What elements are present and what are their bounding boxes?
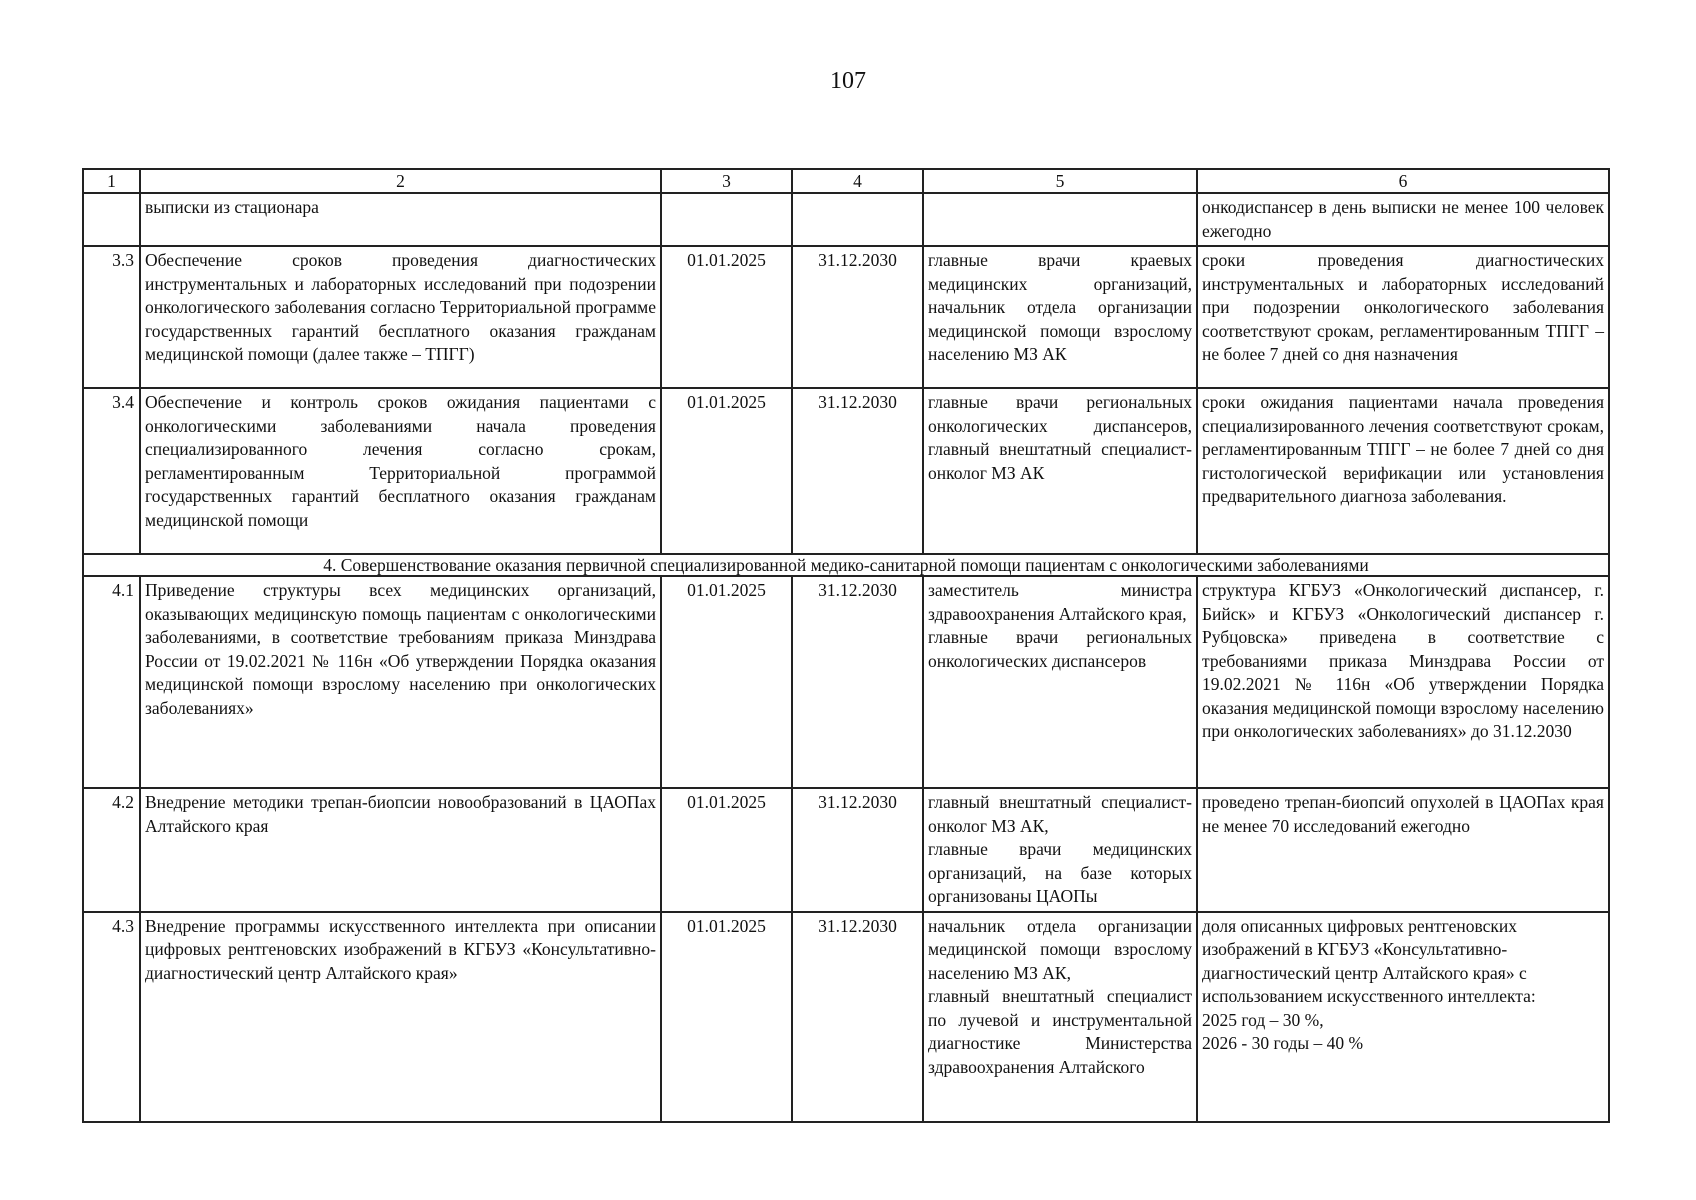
plan-table — [82, 168, 1610, 1123]
action-cell: Обеспечение и контроль сроков ожидания пациентами с онкологическими заболеваниями начала проведения специализированного лечения согласно срокам, регламентированным Территориальной программой государственных гарантий бесплатного оказания гражданам медицинской помощи — [140, 388, 661, 554]
responsible-cell — [923, 912, 1197, 1122]
result-cell: сроки проведения диагностических инструментальных и лабораторных исследований при подозрении онкологического заболевания соответствуют срокам, регламентированным ТПГГ – не более 7 дней со дня назначения — [1197, 246, 1609, 388]
column-header: 2 — [140, 169, 661, 193]
section-heading: 4. Совершенствование оказания первичной специализированной медико-санитарной помощи пациентам с онкологическими заболеваниями — [83, 554, 1609, 576]
responsible-line: главный внештатный специалист-онколог МЗ АК, — [928, 792, 1192, 836]
result-line: 2025 год – 30 %, — [1202, 1009, 1324, 1030]
result-cell — [1197, 912, 1609, 1122]
table-header-row — [83, 169, 1609, 193]
action-cell: Внедрение программы искусственного интеллекта при описании цифровых рентгеновских изображений в КГБУЗ «Консультативно-диагностический центр Алтайского края» — [140, 912, 661, 1122]
result-line: доля описанных цифровых рентгеновских изображений в КГБУЗ «Консультативно-диагностический центр Алтайского края» с использованием искусственного интеллекта: — [1202, 915, 1536, 1006]
start-date-cell: 01.01.2025 — [661, 246, 792, 388]
start-date-cell — [661, 193, 792, 246]
table-row — [83, 388, 1609, 554]
start-date-cell: 01.01.2025 — [661, 788, 792, 912]
responsible-cell — [923, 576, 1197, 788]
responsible-line: заместитель министра здравоохранения Алтайского края, — [928, 580, 1192, 624]
table-row — [83, 788, 1609, 912]
responsible-line: главные врачи региональных онкологических диспансеров — [928, 627, 1192, 671]
end-date-cell: 31.12.2030 — [792, 576, 923, 788]
responsible-line: начальник отдела организации медицинской помощи взрослому населению МЗ АК, — [928, 915, 1192, 983]
end-date-cell: 31.12.2030 — [792, 788, 923, 912]
result-cell: сроки ожидания пациентами начала проведения специализированного лечения соответствуют срокам, регламентированным ТПГГ – не более 7 дней со дня гистологической верификации или установления предварительного диагноза заболевания. — [1197, 388, 1609, 554]
end-date-cell — [792, 193, 923, 246]
table-row — [83, 912, 1609, 1122]
result-cell: структура КГБУЗ «Онкологический диспансер, г. Бийск» и КГБУЗ «Онкологический диспансер г. Рубцовска» приведена в соответствие с требованиями приказа Минздрава России от 19.02.2021 № 116н «Об утверждении Порядка оказания медицинской помощи взрослому населению при онкологических заболеваниях» до 31.12.2030 — [1197, 576, 1609, 788]
row-number: 3.3 — [83, 246, 140, 388]
result-cell: проведено трепан-биопсий опухолей в ЦАОПах края не менее 70 исследований ежегодно — [1197, 788, 1609, 912]
column-header: 1 — [83, 169, 140, 193]
row-number: 4.1 — [83, 576, 140, 788]
column-header: 3 — [661, 169, 792, 193]
page-number: 107 — [830, 68, 866, 94]
row-number: 4.3 — [83, 912, 140, 1122]
responsible-line: главные врачи медицинских организаций, на базе которых организованы ЦАОПы — [928, 839, 1192, 906]
action-cell: Обеспечение сроков проведения диагностических инструментальных и лабораторных исследований при подозрении онкологического заболевания согласно Территориальной программе государственных гарантий бесплатного оказания гражданам медицинской помощи (далее также – ТПГГ) — [140, 246, 661, 388]
row-number — [83, 193, 140, 246]
responsible-cell — [923, 193, 1197, 246]
column-header: 4 — [792, 169, 923, 193]
table-row — [83, 193, 1609, 246]
end-date-cell: 31.12.2030 — [792, 912, 923, 1122]
table-row — [83, 576, 1609, 788]
end-date-cell: 31.12.2030 — [792, 388, 923, 554]
responsible-cell: главные врачи региональных онкологических диспансеров, главный внештатный специалист-онколог МЗ АК — [923, 388, 1197, 554]
responsible-cell: главные врачи краевых медицинских организаций, начальник отдела организации медицинской помощи взрослому населению МЗ АК — [923, 246, 1197, 388]
table-row — [83, 246, 1609, 388]
result-cell: онкодиспансер в день выписки не менее 100 человек ежегодно — [1197, 193, 1609, 246]
column-header: 5 — [923, 169, 1197, 193]
start-date-cell: 01.01.2025 — [661, 388, 792, 554]
action-cell: выписки из стационара — [140, 193, 661, 246]
start-date-cell: 01.01.2025 — [661, 912, 792, 1122]
start-date-cell: 01.01.2025 — [661, 576, 792, 788]
end-date-cell: 31.12.2030 — [792, 246, 923, 388]
section-heading-row — [83, 554, 1609, 576]
action-cell: Внедрение методики трепан-биопсии новообразований в ЦАОПах Алтайского края — [140, 788, 661, 912]
result-line: 2026 - 30 годы – 40 % — [1202, 1033, 1364, 1053]
row-number: 3.4 — [83, 388, 140, 554]
responsible-line: главный внештатный специалист по лучевой и инструментальной диагностике Министерства здравоохранения Алтайского — [928, 986, 1192, 1077]
column-header: 6 — [1197, 169, 1609, 193]
responsible-cell — [923, 788, 1197, 912]
row-number: 4.2 — [83, 788, 140, 912]
action-cell: Приведение структуры всех медицинских организаций, оказывающих медицинскую помощь пациентам с онкологическими заболеваниями, в соответствие требованиям приказа Минздрава России от 19.02.2021 № 116н «Об утверждении Порядка оказания медицинской помощи взрослому населению при онкологических заболеваниях» — [140, 576, 661, 788]
